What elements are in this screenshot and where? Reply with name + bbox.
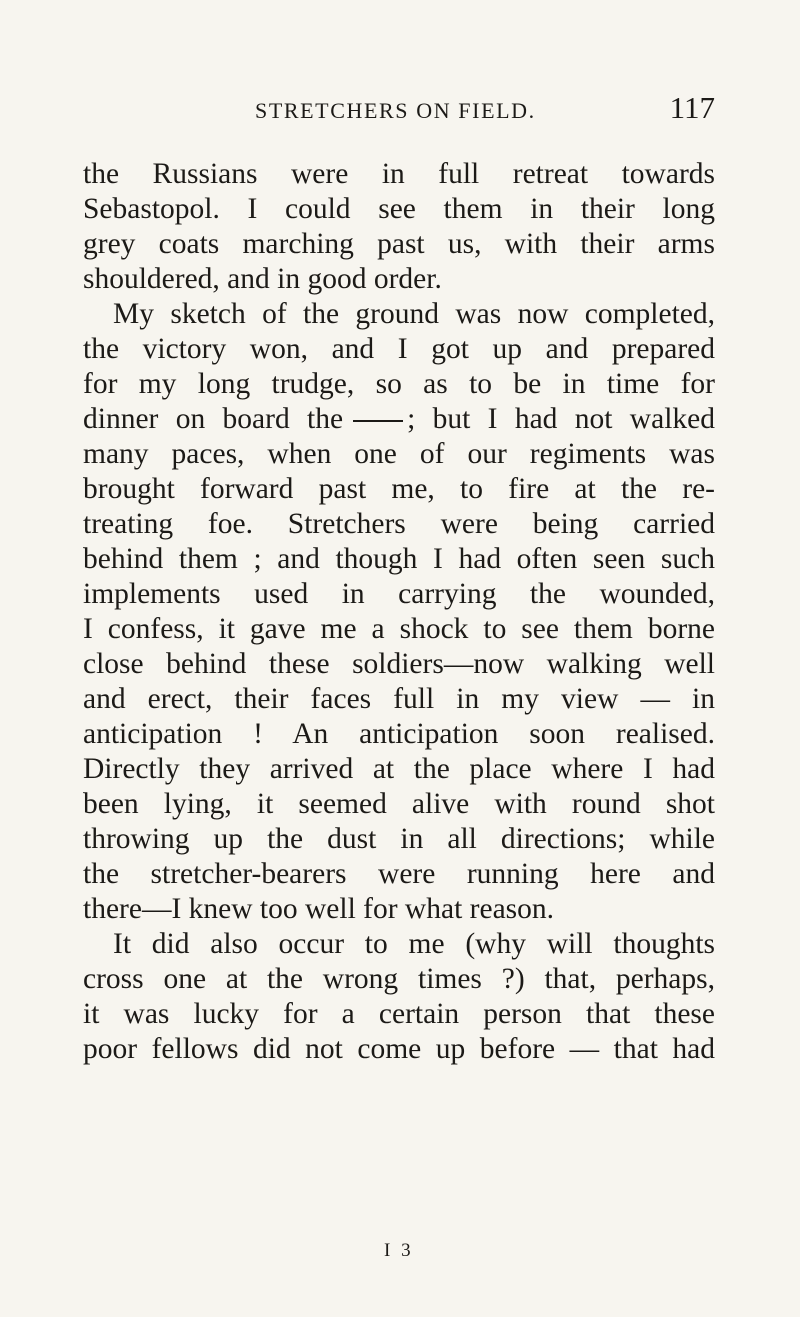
paragraph-start-line: My sketch of the ground was now completed, — [113, 298, 715, 330]
page-number: 117 — [669, 90, 715, 125]
running-head: STRETCHERS ON FIELD. — [255, 98, 536, 123]
text-line: shouldered, and in good order. — [83, 263, 442, 295]
paragraph-start-line: It did also occur to me (why will thoughts — [113, 928, 715, 960]
text-line: poor fellows did not come up before — that had — [83, 1033, 715, 1065]
text-line: the Russians were in full retreat towards — [83, 158, 715, 190]
text-segment: dinner on board the — [83, 403, 344, 435]
text-line-with-dash — [83, 402, 715, 437]
page-header — [255, 90, 715, 130]
text-line: Directly they arrived at the place where I had — [83, 753, 715, 785]
text-line: throwing up the dust in all directions; while — [83, 823, 715, 855]
text-line: anticipation ! An anticipation soon realised. — [83, 718, 715, 750]
text-line: it was lucky for a certain person that these — [83, 998, 715, 1030]
text-line: brought forward past me, to fire at the re- — [83, 473, 715, 505]
body-text — [83, 157, 715, 1067]
text-line: behind them ; and though I had often seen such — [83, 543, 715, 575]
text-line: been lying, it seemed alive with round shot — [83, 788, 715, 820]
text-line: grey coats marching past us, with their arms — [83, 228, 715, 260]
text-line: and erect, their faces full in my view — in — [83, 683, 715, 715]
text-line: many paces, when one of our regiments was — [83, 438, 715, 470]
text-segment: ; but I had not walked — [407, 403, 715, 435]
text-line: the victory won, and I got up and prepared — [83, 333, 715, 365]
text-line: I confess, it gave me a shock to see them borne — [83, 613, 715, 645]
signature-mark: I 3 — [384, 1240, 414, 1261]
text-line: close behind these soldiers—now walking well — [83, 648, 715, 680]
text-line: for my long trudge, so as to be in time for — [83, 368, 715, 400]
text-line: implements used in carrying the wounded, — [83, 578, 715, 610]
text-line: cross one at the wrong times ?) that, perhaps, — [83, 963, 715, 995]
text-line: treating foe. Stretchers were being carried — [83, 508, 715, 540]
text-line: Sebastopol. I could see them in their long — [83, 193, 715, 225]
text-line: the stretcher-bearers were running here and — [83, 858, 715, 890]
text-line: there—I knew too well for what reason. — [83, 893, 555, 925]
name-omission-dash — [353, 420, 403, 422]
